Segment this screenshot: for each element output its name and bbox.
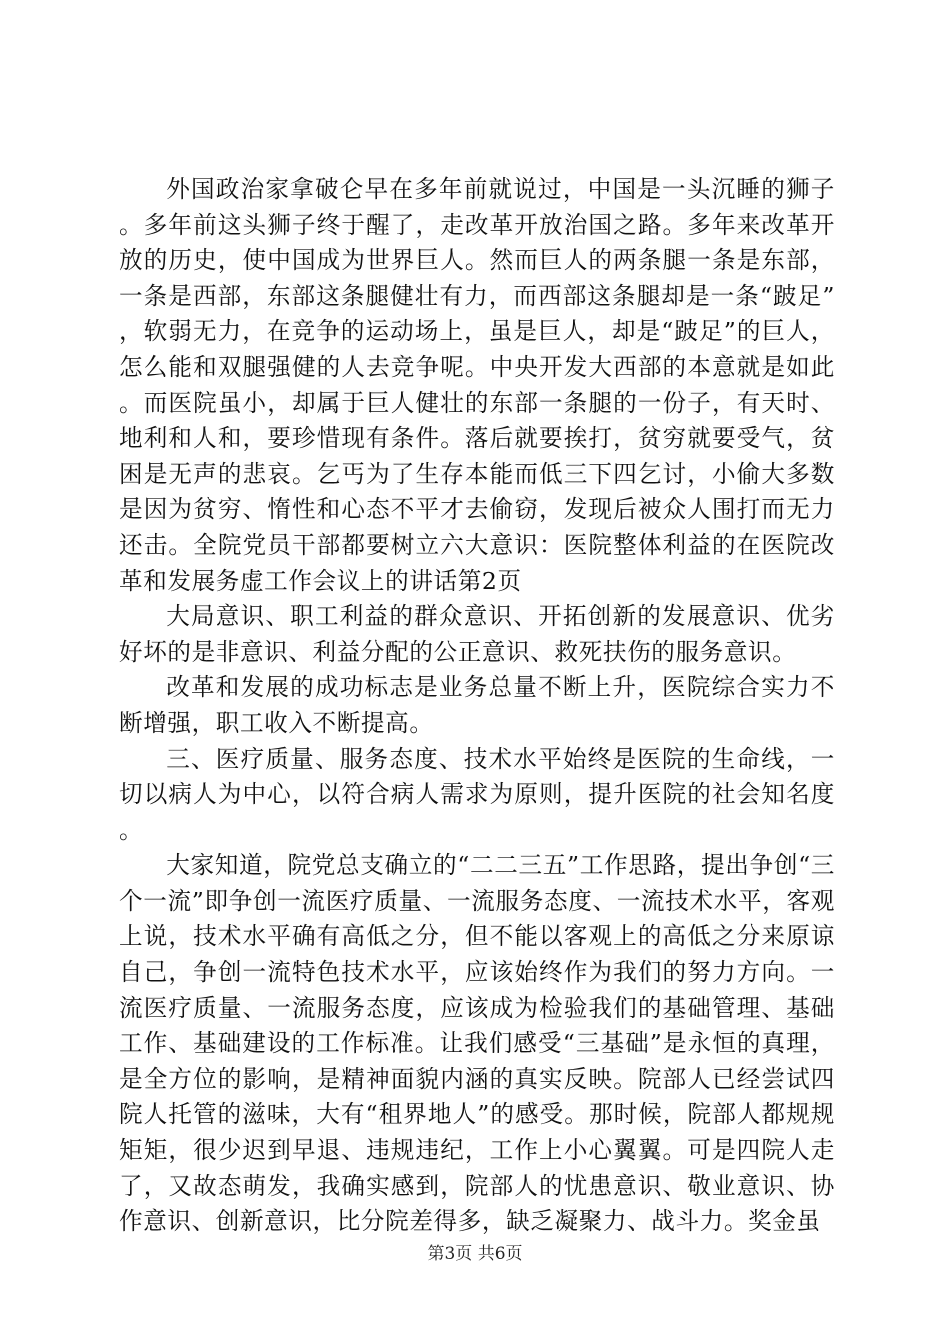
paragraph-2: 大局意识、职工利益的群众意识、开拓创新的发展意识、优劣好坏的是非意识、利益分配的公正意识、救死扶伤的服务意识。 (119, 602, 835, 666)
paragraph-4: 三、医疗质量、服务态度、技术水平始终是医院的生命线，一切以病人为中心，以符合病人需求为原则，提升医院的社会知名度。 (119, 744, 835, 844)
document-body (119, 172, 835, 1240)
page-number: 第3页 共6页 (427, 1244, 523, 1264)
paragraph-1: 外国政治家拿破仑早在多年前就说过，中国是一头沉睡的狮子。多年前这头狮子终于醒了，走改革开放治国之路。多年来改革开放的历史，使中国成为世界巨人。然而巨人的两条腿一条是东部，一条是西部，东部这条腿健壮有力，而西部这条腿却是一条“跛足”，软弱无力，在竞争的运动场上，虽是巨人，却是“跛足”的巨人，怎么能和双腿强健的人去竞争呢。中央开发大西部的本意就是如此。而医院虽小，却属于巨人健壮的东部一条腿的一份子，有天时、地利和人和，要珍惜现有条件。落后就要挨打，贫穷就要受气，贫困是无声的悲哀。乞丐为了生存本能而低三下四乞讨，小偷大多数是因为贫穷、惰性和心态不平才去偷窃，发现后被众人围打而无力还击。全院党员干部都要树立六大意识：医院整体利益的在医院改革和发展务虚工作会议上的讲话第2页 (119, 175, 835, 595)
paragraph-3: 改革和发展的成功标志是业务总量不断上升，医院综合实力不断增强，职工收入不断提高。 (119, 673, 835, 737)
page-footer (0, 1243, 950, 1265)
paragraph-5: 大家知道，院党总支确立的“二二三五”工作思路，提出争创“三个一流”即争创一流医疗质量、一流服务态度、一流技术水平，客观上说，技术水平确有高低之分，但不能以客观上的高低之分来原谅自己，争创一流特色技术水平，应该始终作为我们的努力方向。一流医疗质量、一流服务态度，应该成为检验我们的基础管理、基础工作、基础建设的工作标准。让我们感受“三基础”是永恒的真理，是全方位的影响，是精神面貌内涵的真实反映。院部人已经尝试四院人托管的滋味，大有“租界地人”的感受。那时候，院部人都规规矩矩，很少迟到早退、违规违纪，工作上小心翼翼。可是四院人走了，又故态萌发，我确实感到，院部人的忧患意识、敬业意识、协作意识、创新意识，比分院差得多，缺乏凝聚力、战斗力。奖金虽 (119, 851, 835, 1236)
